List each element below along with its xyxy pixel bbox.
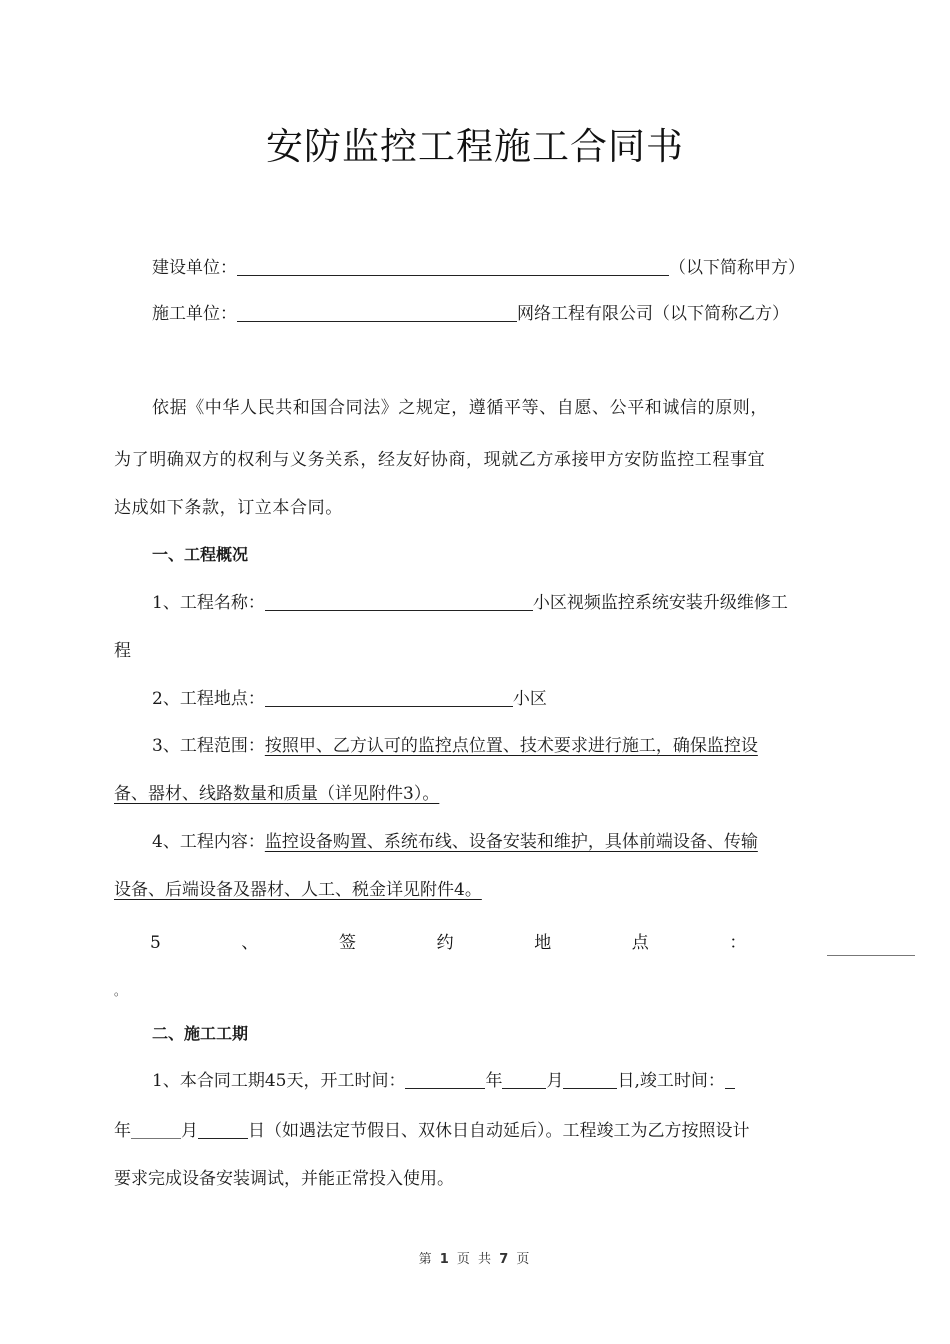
month-label-2: 月 [181, 1121, 198, 1141]
signing-char-3: 约 [436, 933, 454, 953]
section-2-heading: 二、施工工期 [152, 1024, 249, 1043]
party-a-suffix: （以下简称甲方） [669, 258, 805, 278]
party-b-blank[interactable] [237, 303, 517, 322]
document-title: 安防监控工程施工合同书 [266, 125, 684, 168]
signing-char-2: 签 [339, 933, 357, 953]
page-suffix: 页 [516, 1252, 532, 1267]
party-b-suffix: 网络工程有限公司（以下简称乙方） [517, 304, 789, 324]
project-name-label: 1、工程名称： [152, 593, 265, 613]
project-content-text-2: 设备、后端设备及器材、人工、税金详见附件4。 [114, 880, 482, 900]
signing-char-0: 5 [150, 933, 161, 953]
page-footer [0, 1248, 950, 1267]
project-scope-row [152, 735, 758, 757]
party-b-label: 施工单位： [152, 304, 237, 324]
project-scope-text-2: 备、器材、线路数量和质量（详见附件3）。 [114, 784, 440, 804]
completion-time-label: 日,竣工时间： [617, 1071, 725, 1091]
month-label: 月 [546, 1071, 564, 1091]
project-content-continuation [114, 879, 482, 901]
start-month-blank[interactable] [502, 1070, 546, 1089]
project-name-row [152, 592, 788, 614]
project-name-suffix: 小区视频监控系统安装升级维修工 [532, 593, 788, 613]
project-name-blank[interactable] [265, 592, 533, 611]
project-content-row [152, 831, 758, 853]
project-location-suffix: 小区 [512, 689, 547, 709]
day-label-2: 日 [248, 1121, 265, 1141]
project-scope-label: 3、工程范围： [152, 736, 265, 756]
party-b-row [152, 303, 789, 325]
current-page-number: 1 [439, 1252, 451, 1267]
total-pages-number: 7 [499, 1252, 511, 1267]
signing-location-row [150, 928, 915, 953]
party-a-blank[interactable] [237, 257, 669, 276]
project-scope-text-1: 按照甲、乙方认可的监控点位置、技术要求进行施工，确保监控设 [264, 736, 758, 756]
year-label-2: 年 [114, 1121, 131, 1141]
project-content-label: 4、工程内容： [152, 832, 265, 852]
signing-location-blank[interactable] [827, 937, 915, 956]
duration-note: （如遇法定节假日、双休日自动延后）。工程竣工为乙方按照设计 [265, 1121, 750, 1141]
signing-char-1: 、 [241, 933, 259, 953]
duration-row-2 [114, 1120, 750, 1142]
start-year-blank[interactable] [405, 1070, 485, 1089]
year-label: 年 [485, 1071, 503, 1091]
project-content-text-1: 监控设备购置、系统布线、设备安装和维护，具体前端设备、传输 [264, 832, 758, 852]
preamble-line-1: 依据《中华人民共和国合同法》之规定，遵循平等、自愿、公平和诚信的原则， [152, 398, 768, 418]
project-scope-continuation [114, 783, 439, 805]
page-mid: 页 共 [456, 1252, 494, 1267]
project-name-continuation: 程 [114, 641, 131, 661]
page-prefix: 第 [418, 1252, 434, 1267]
project-location-blank[interactable] [265, 688, 513, 707]
preamble-line-2: 为了明确双方的权利与义务关系，经友好协商，现就乙方承接甲方安防监控工程事宜 [114, 450, 766, 470]
signing-char-5: 点 [631, 933, 649, 953]
project-location-label: 2、工程地点： [152, 689, 265, 709]
end-month-blank[interactable] [131, 1120, 181, 1139]
duration-row-1 [152, 1070, 735, 1092]
start-day-blank[interactable] [563, 1070, 617, 1089]
section-1-heading: 一、工程概况 [152, 545, 249, 564]
duration-prefix: 1、本合同工期45天，开工时间： [152, 1071, 406, 1091]
preamble-line-3: 达成如下条款，订立本合同。 [114, 498, 343, 518]
project-location-row [152, 688, 547, 710]
signing-char-4: 地 [534, 933, 552, 953]
end-year-blank[interactable] [725, 1070, 735, 1089]
signing-char-6: ： [729, 933, 747, 953]
party-a-label: 建设单位： [152, 258, 237, 278]
signing-location-end: 。 [114, 984, 127, 998]
party-a-row [152, 257, 805, 279]
duration-row-3: 要求完成设备安装调试，并能正常投入使用。 [114, 1169, 454, 1189]
end-day-blank[interactable] [198, 1120, 248, 1139]
